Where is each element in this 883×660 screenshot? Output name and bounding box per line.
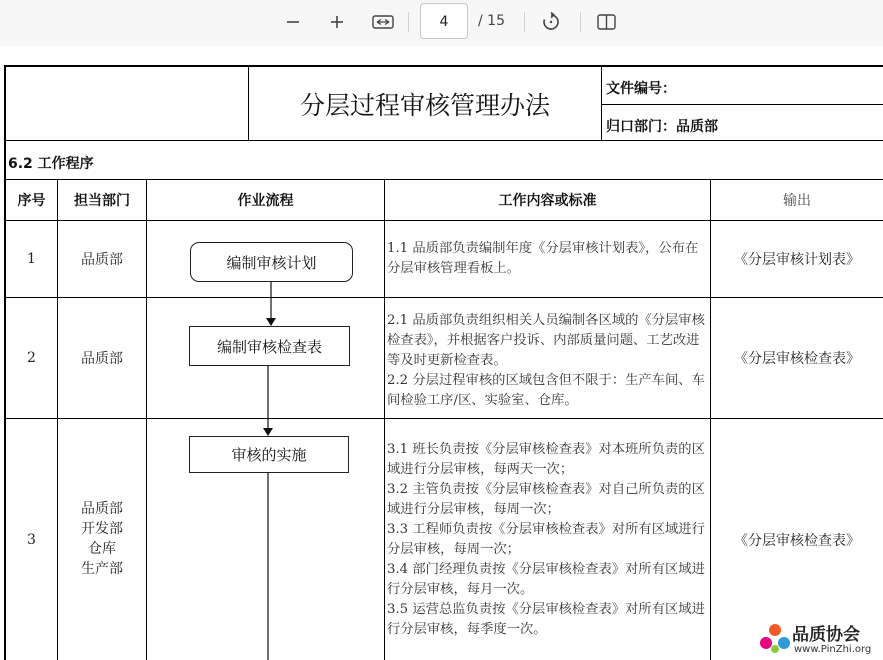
- logo-mark-icon: [758, 621, 792, 655]
- doc-number-label: 文件编号：: [606, 81, 676, 97]
- page-total: / 15: [478, 13, 505, 29]
- two-page-icon[interactable]: [592, 8, 622, 36]
- row3-output: 《分层审核检查表》: [734, 532, 860, 549]
- row3-content-item: 3.5 运营总监负责按《分层审核检查表》对所有区域进行分层审核，每季度一次。: [387, 602, 705, 637]
- pdf-toolbar: [0, 0, 883, 47]
- rotate-icon[interactable]: [536, 8, 566, 36]
- logo-name: 品质协会: [792, 625, 860, 645]
- row3-dept-item: 仓库: [88, 541, 116, 557]
- zoom-in-icon[interactable]: [322, 8, 352, 36]
- header-flow: 作业流程: [237, 193, 294, 209]
- row2-output: 《分层审核检查表》: [734, 351, 860, 367]
- row2-dept: 品质部: [81, 351, 123, 367]
- flow-step-execute: 审核的实施: [189, 436, 349, 473]
- doc-title: 分层过程审核管理办法: [299, 90, 550, 120]
- row3-dept-item: 开发部: [81, 521, 123, 537]
- header-output: 输出: [783, 193, 811, 209]
- row2-content-item: 2.1 品质部负责组织相关人员编制各区域的《分层审核检查表》，并根据客户投诉、内部质量问题、工艺改进等及时更新检查表。: [387, 313, 705, 368]
- row1-output: 《分层审核计划表》: [734, 252, 860, 268]
- section-heading: 6.2 工作程序: [8, 156, 94, 172]
- document-page: [0, 46, 883, 660]
- row3-content-item: 3.2 主管负责按《分层审核检查表》对自己所负责的区域进行分层审核，每周一次；: [387, 482, 705, 517]
- row2-content-item: 2.2 分层过程审核的区域包含但不限于：生产车间、车间检验工序/区、实验室、仓库。: [387, 373, 705, 408]
- row3-dept-item: 生产部: [81, 561, 123, 577]
- header-no: 序号: [17, 193, 46, 209]
- row3-content-item: 3.1 班长负责按《分层审核检查表》对本班所负责的区域进行分层审核，每两天一次；: [387, 442, 705, 477]
- dept-label: 归口部门：品质部: [606, 119, 718, 135]
- row3-content-item: 3.4 部门经理负责按《分层审核检查表》对所有区域进行分层审核，每月一次。: [387, 562, 705, 597]
- pinzhi-logo: [756, 617, 883, 660]
- header-dept: 担当部门: [74, 193, 130, 209]
- row1-no: 1: [27, 251, 36, 267]
- header-content: 工作内容或标准: [498, 193, 597, 209]
- logo-url: www.PinZhi.org: [794, 644, 872, 655]
- row1-content-item: 1.1 品质部负责编制年度《分层审核计划表》，公布在分层审核管理看板上。: [387, 241, 699, 276]
- page-number-input[interactable]: 4: [420, 3, 468, 39]
- row1-dept: 品质部: [81, 252, 123, 268]
- flow-step-plan: 编制审核计划: [190, 242, 353, 282]
- fit-width-icon[interactable]: [368, 8, 398, 36]
- zoom-out-icon[interactable]: [278, 8, 308, 36]
- row3-dept-item: 品质部: [81, 501, 123, 517]
- row2-no: 2: [27, 350, 36, 366]
- flow-step-checklist: 编制审核检查表: [189, 326, 350, 366]
- flow-arrows: [0, 46, 883, 660]
- row3-no: 3: [27, 531, 36, 548]
- row3-content-item: 3.3 工程师负责按《分层审核检查表》对所有区域进行分层审核，每周一次；: [387, 522, 705, 557]
